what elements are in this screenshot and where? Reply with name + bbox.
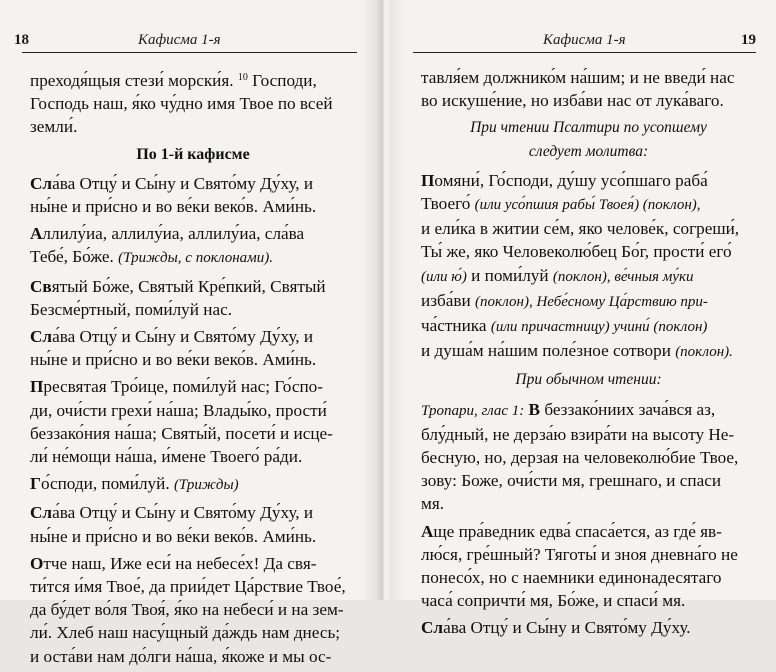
text-line: преходя́щыя стези́ морски́я. $^{10}$ Господи,: [30, 71, 317, 90]
left-page-text: [30, 66, 356, 672]
paragraph-troparia: Тропари, глас 1: В беззако́ниих зача́вся аз, блу́дный, не дерза́ю взира́ти на высоту Не- бесную, но, дерзая на человеколю́бие Твое, зову: Боже, очи́сти мя, грешнаго, и спаси мя.: [421, 399, 739, 514]
right-page-text: [421, 66, 756, 644]
text-line: земли́.: [30, 117, 78, 137]
paragraph-psalm-end: [30, 66, 356, 139]
section-heading: По 1-й кафисме: [136, 145, 250, 163]
drop-letter: Сл: [30, 327, 53, 347]
drop-letter: Сл: [30, 503, 53, 523]
drop-letter: А: [421, 521, 434, 541]
paragraph-pomyani: Помяни́, Го́споди, ду́шу усо́пшаго раба́ Твоего́ (или усо́пшия рабы́ Твоея́) (поклон), и ели́ка в житии се́м, яко челове́к, согреши́, Ты́ же, яко Человеколю́бец Бо́г, прости́ его́ (или ю́) и поми́луй (поклон), ве́чныя му́ки изба́ви (поклон), Небе́сному Ца́рствию при- ча́стника (или причастницу) учини́ (поклон) и душа́м на́шим поле́зное сотвори (поклон).: [421, 170, 740, 361]
paragraph-alleluia: Аллилу́иа, аллилу́иа, аллилу́иа, сла́ва Тебе́, Бо́же. (Трижды, с поклонами).: [30, 224, 305, 267]
left-page-number: 18: [14, 32, 29, 48]
rubric-departed: При чтении Псалтири по усопшему следует молитва:: [470, 119, 707, 160]
text-line: Господь наш, я́ко чу́дно имя Твое по всей: [30, 94, 333, 114]
paragraph-presvyataya: Пресвятая Тро́ице, поми́луй нас; Го́спо- ди, очи́сти грехи́ на́ша; Влады́ко, прости́ беззако́ния на́ша; Святы́й, посети́ и исце- ли́ не́мощи на́ша, и́мене Твоего́ ра́ди.: [30, 377, 333, 467]
verse-number: 10: [237, 72, 248, 83]
drop-letter: А: [30, 224, 43, 244]
drop-letter: В: [528, 399, 541, 419]
paragraph-ashche: Аще пра́ведник едва́ спаса́ется, аз где́ яв- лю́ся, гре́шный? Тяготы́ и зноя дневна́го не понесо́х, но с наемники единонадесятаго часа́ сопричти́ мя, Бо́же, и спаси́ мя.: [421, 521, 738, 611]
paragraph-gospodi: Го́споди, поми́луй. (Трижды): [30, 474, 239, 494]
left-header-rule: [22, 52, 357, 53]
paragraph-otche-nash-end: тавля́ем должнико́м на́шим; и не введи́ нас во искуше́ние, но изба́ви нас от лука́ваго.: [421, 68, 735, 111]
right-page-number: 19: [741, 32, 756, 48]
book-gutter-shadow: [362, 0, 404, 600]
drop-letter: О: [30, 553, 44, 573]
rubric-note: (Трижды, с поклонами).: [118, 250, 273, 267]
left-page-header: [14, 30, 361, 54]
rubric-note: (Трижды): [173, 477, 239, 494]
paragraph-slava: Сла́ва Отцу́ и Сы́ну и Свято́му Ду́ху, и ны́не и при́сно и во ве́ки веко́в. Ами́нь.: [30, 327, 317, 370]
drop-letter: Сл: [30, 173, 53, 193]
drop-letter: П: [421, 170, 435, 190]
drop-letter: Сл: [421, 618, 444, 638]
troparia-label: Тропари, глас 1:: [421, 402, 525, 419]
paragraph-slava: Сла́ва Отцу́ и Сы́ну и Свято́му Ду́ху, и ны́не и при́сно и во ве́ки веко́в. Ами́нь.: [30, 503, 317, 546]
left-running-title: Кафисма 1-я: [138, 32, 221, 48]
drop-letter: Г: [30, 474, 41, 494]
right-page-header: [421, 30, 756, 54]
paragraph-svyaty: Святый Бо́же, Святый Кре́пкий, Святый Безсме́ртный, поми́луй нас.: [30, 276, 326, 319]
drop-letter: П: [30, 377, 44, 397]
paragraph-slava: Сла́ва Отцу́ и Сы́ну и Свято́му Ду́ху, и ны́не и при́сно и во ве́ки веко́в. Ами́нь.: [30, 173, 317, 217]
rubric-ordinary: При обычном чтении:: [515, 371, 662, 389]
right-running-title: Кафисма 1-я: [543, 32, 626, 48]
paragraph-otche-nash: Отче наш, Иже еси́ на небесе́х! Да свя- ти́тся и́мя Твое́, да прии́дет Ца́рствие Твое́, да бу́дет во́ля Твоя́, я́ко на небеси́ и на зем- ли́. Хлеб наш насу́щный да́ждь нам днесь; и оста́ви нам до́лги на́ша, я́коже и мы ос-: [30, 553, 346, 666]
right-page: [383, 0, 776, 638]
left-page: [0, 0, 383, 666]
paragraph-slava-final: Сла́ва Отцу́ и Сы́ну и Свято́му Ду́ху.: [421, 618, 691, 638]
drop-letter: Св: [30, 276, 52, 296]
right-header-rule: [413, 52, 756, 53]
